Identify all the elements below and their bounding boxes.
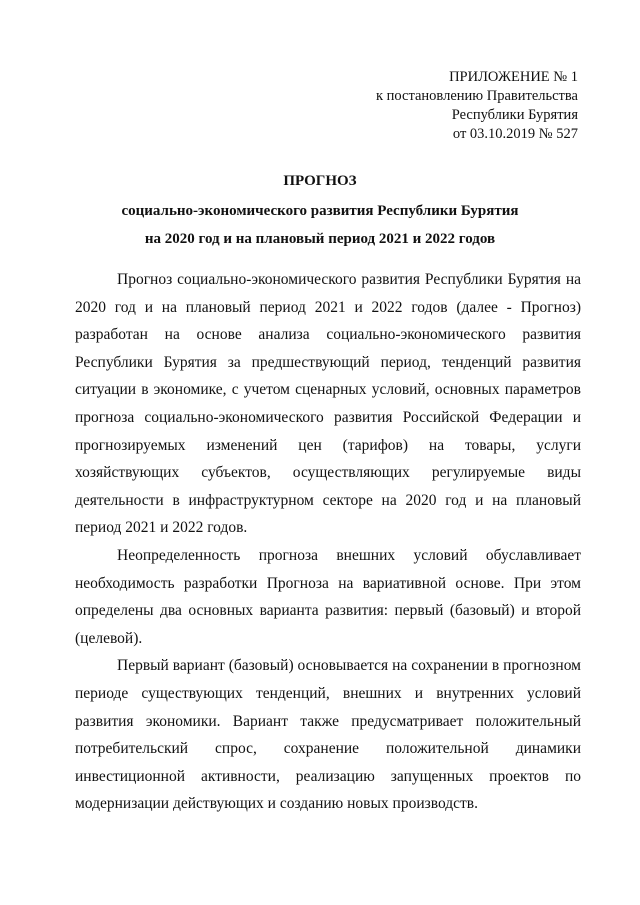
title-subtitle-line1: социально-экономического развития Республики Бурятия xyxy=(121,203,519,219)
annex-number: ПРИЛОЖЕНИЕ № 1 xyxy=(449,69,578,85)
annex-government: Республики Бурятия xyxy=(451,107,578,123)
document-body xyxy=(75,266,581,818)
paragraph: Неопределенность прогноза внешних условий обуславливает необходимость разработки Прогноза на вариативной основе. При этом определены два основных варианта развития: первый (базовый) и второй (целевой). xyxy=(75,546,581,647)
paragraph: Первый вариант (базовый) основывается на сохранении в прогнозном периоде существующих тенденций, внешних и внутренних условий развития экономики. Вариант также предусматривает положительный потребительский спрос, сохранение положительной динамики инвестиционной активности, реализацию запущенных проектов по модернизации действующих и созданию новых производств. xyxy=(75,657,581,813)
document-title xyxy=(0,171,640,249)
annex-date-number: от 03.10.2019 № 527 xyxy=(452,126,578,142)
annex-header xyxy=(376,68,578,144)
annex-resolution-ref: к постановлению Правительства xyxy=(376,88,578,104)
title-subtitle-line2: на 2020 год и на плановый период 2021 и 2022 годов xyxy=(144,231,496,247)
title-heading: ПРОГНОЗ xyxy=(283,173,357,189)
paragraph: Прогноз социально-экономического развития Республики Бурятия на 2020 год и на плановый период 2021 и 2022 годов (далее - Прогноз) разработан на основе анализа социально-экономического развития Республики Бурятия за предшествующий период, тенденций развития ситуации в экономике, с учетом сценарных условий, основных параметров прогноза социально-экономического развития Российской Федерации и прогнозируемых изменений цен (тарифов) на товары, услуги хозяйствующих субъектов, осуществляющих регулируемые виды деятельности в инфраструктурном секторе на 2020 год и на плановый период 2021 и 2022 годов. xyxy=(75,271,581,537)
